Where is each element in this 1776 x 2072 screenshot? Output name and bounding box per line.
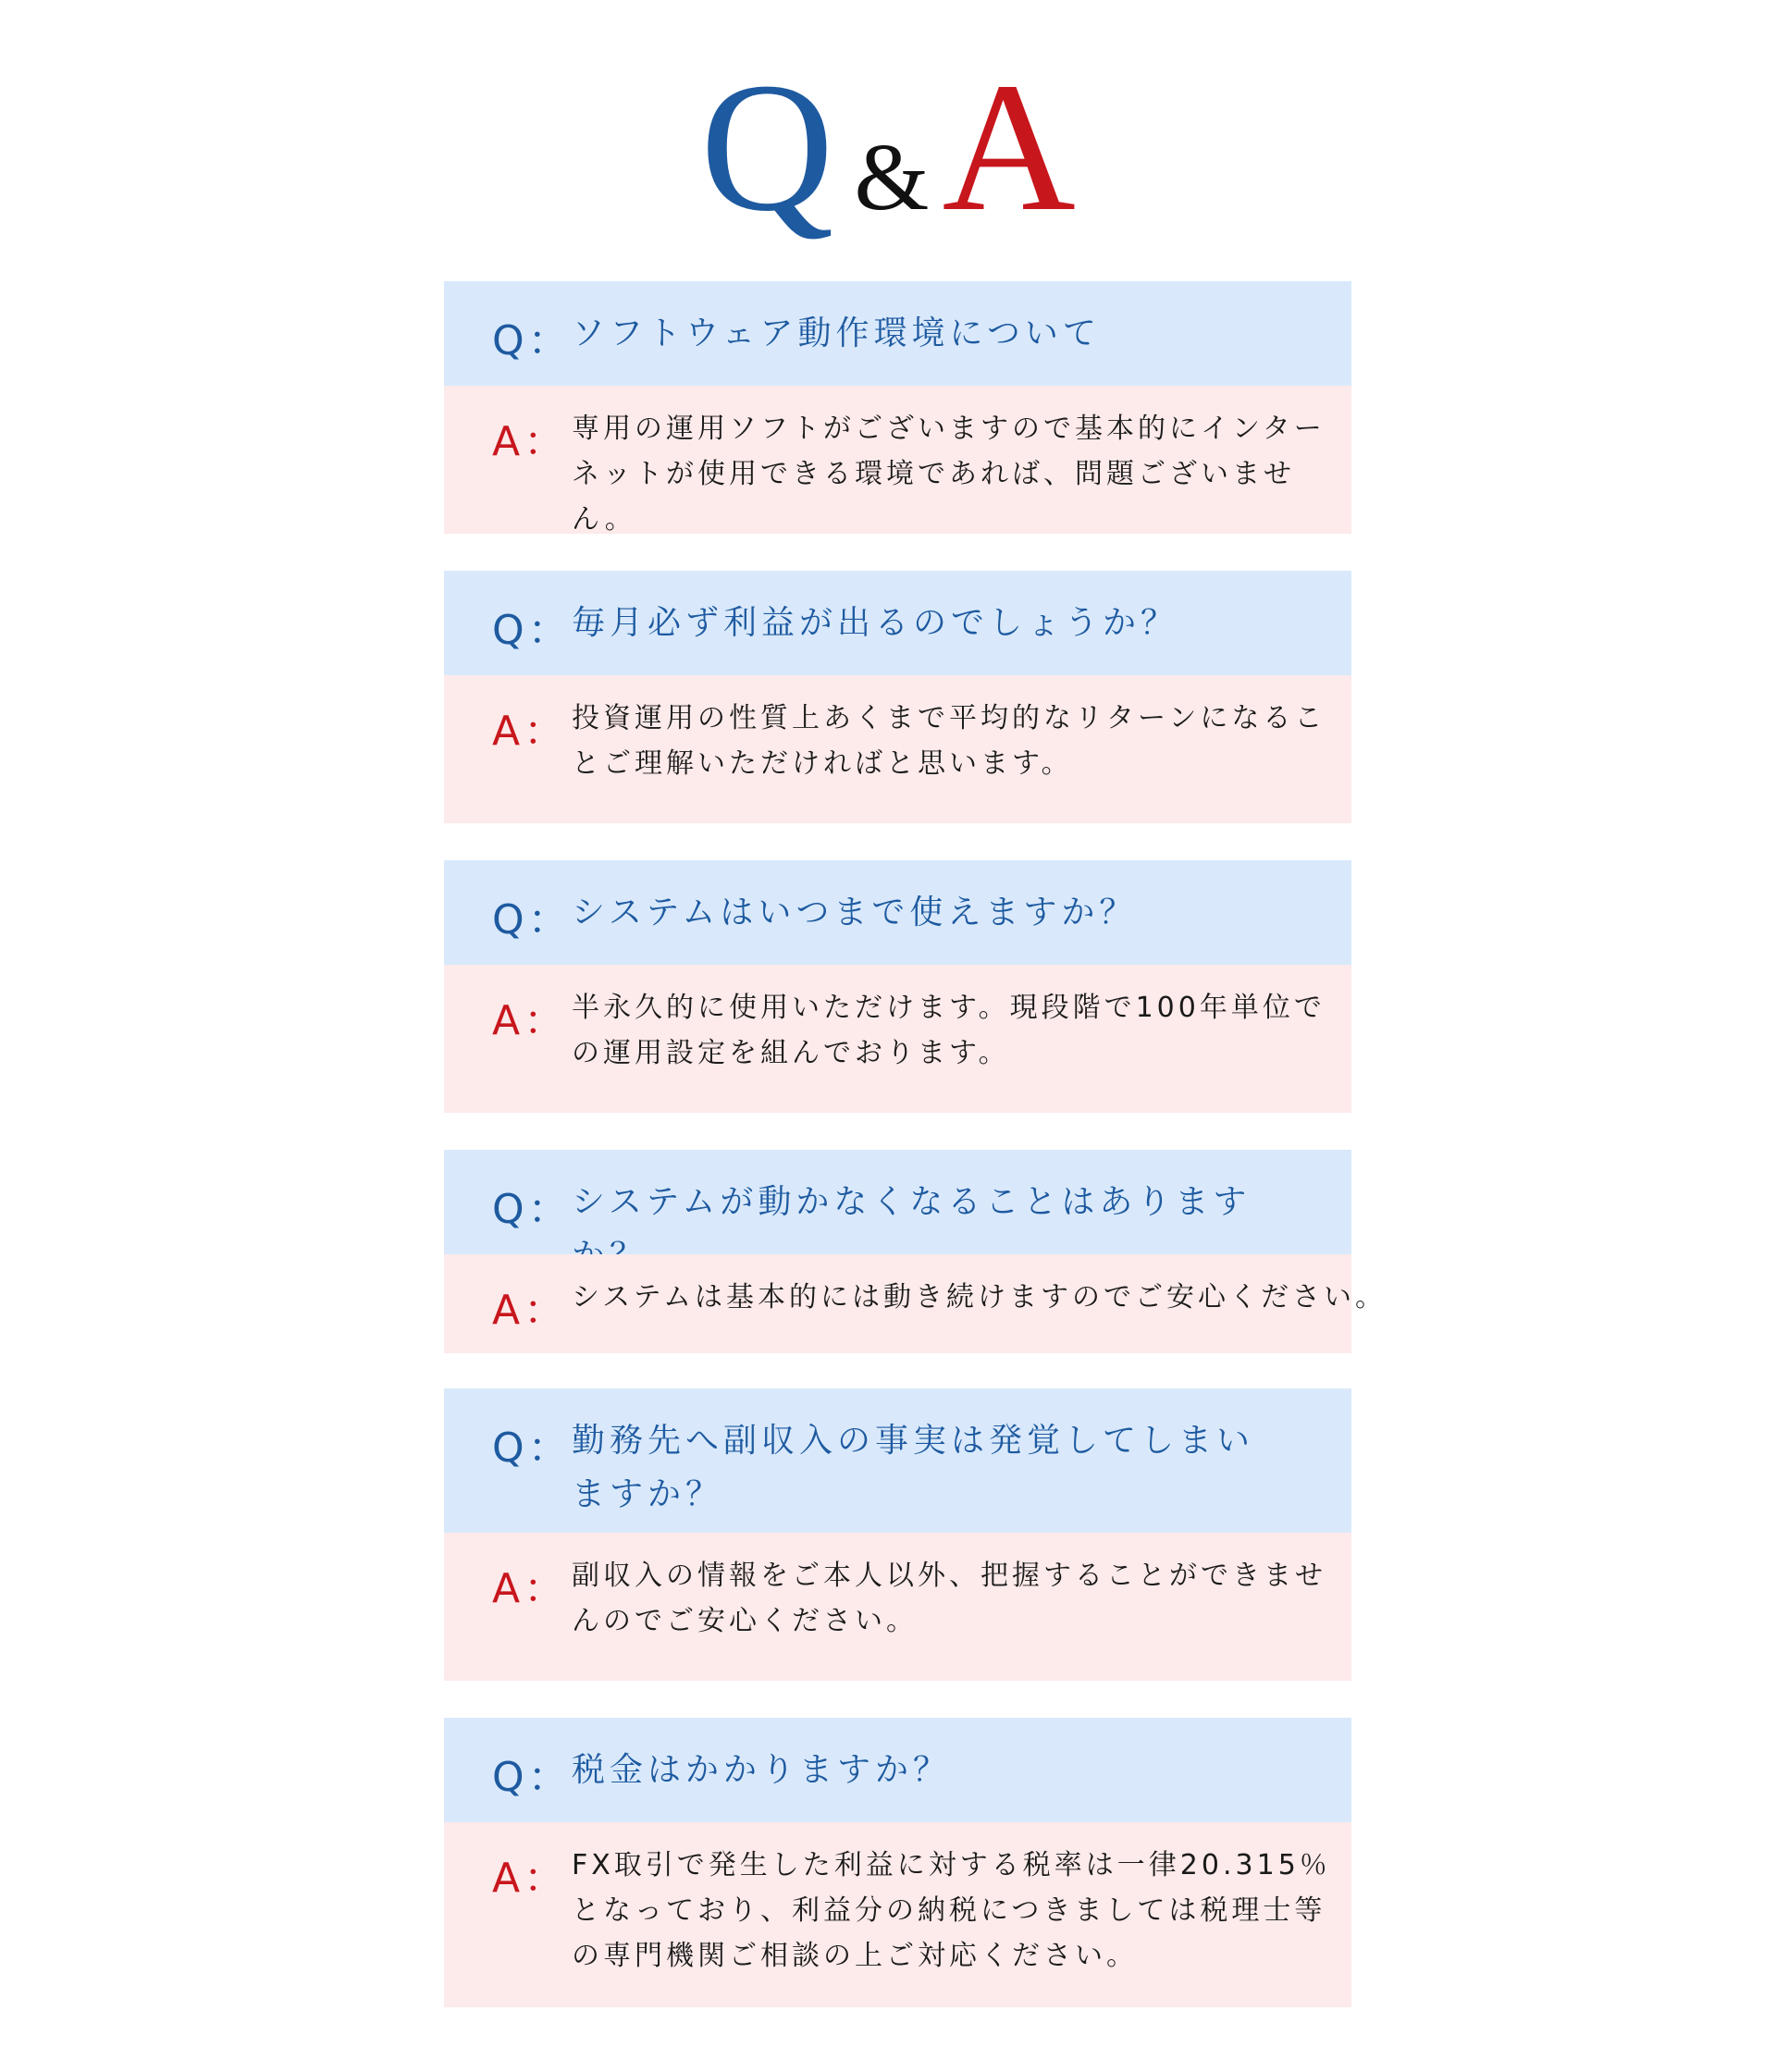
question-row — [444, 571, 1351, 675]
question-text: 勤務先へ副収入の事実は発覚してしまいますか？ — [572, 1422, 1255, 1513]
answer-text: 専用の運用ソフトがございますので基本的にインターネットが使用できる環境であれば、問題ございません。 — [572, 413, 1326, 536]
question-row — [444, 281, 1351, 386]
question-row — [444, 1718, 1351, 1822]
answer-row — [444, 1254, 1387, 1353]
page-title — [0, 45, 1776, 250]
question-text: 毎月必ず利益が出るのでしょうか？ — [572, 604, 1179, 642]
question-mark: Q： — [492, 1186, 573, 1233]
answer-text: 半永久的に使用いただけます。現段階で100年単位での運用設定を組んでおります。 — [572, 992, 1326, 1069]
title-q: Q — [700, 45, 834, 250]
answer-text: 投資運用の性質上あくまで平均的なリターンになることご理解いただければと思います。 — [572, 702, 1326, 780]
question-mark: Q： — [492, 1754, 573, 1801]
question-text: システムはいつまで使えますか？ — [572, 894, 1138, 931]
faq-item — [444, 860, 1351, 1113]
question-text: 税金はかかりますか？ — [572, 1751, 952, 1789]
answer-text: システムは基本的には動き続けますのでご安心ください。 — [572, 1281, 1387, 1314]
answer-mark: A： — [492, 708, 569, 755]
answer-mark: A： — [492, 1855, 569, 1902]
answer-row — [444, 386, 1351, 534]
answer-row — [444, 675, 1351, 823]
question-row — [444, 1150, 1351, 1254]
question-mark: Q： — [492, 317, 573, 364]
answer-row — [444, 1533, 1351, 1681]
question-text: ソフトウェア動作環境について — [572, 314, 1101, 352]
title-ampersand: & — [854, 124, 930, 230]
answer-text: 副収入の情報をご本人以外、把握することができませんのでご安心ください。 — [572, 1560, 1326, 1637]
faq-item — [444, 281, 1351, 534]
question-text: システムが動かなくなることはあります — [572, 1183, 1252, 1221]
question-row — [444, 1388, 1351, 1533]
title-a: A — [942, 45, 1076, 250]
answer-row — [444, 1822, 1351, 2007]
question-mark: Q： — [492, 607, 573, 654]
question-mark: Q： — [492, 896, 573, 944]
answer-mark: A： — [492, 1287, 569, 1334]
answer-mark: A： — [492, 1565, 569, 1612]
answer-mark: A： — [492, 997, 569, 1044]
question-row — [444, 860, 1351, 965]
answer-mark: A： — [492, 418, 569, 465]
faq-item — [444, 1150, 1387, 1353]
answer-text: FX取引で発生した利益に対する税率は一律20.315％となっており、利益分の納税につきましては税理士等の専門機関ご相談の上ご対応ください。 — [572, 1849, 1331, 1972]
faq-item — [444, 1388, 1351, 1681]
question-mark: Q： — [492, 1424, 573, 1472]
faq-item — [444, 571, 1351, 823]
answer-row — [444, 965, 1351, 1113]
faq-item — [444, 1718, 1351, 2007]
